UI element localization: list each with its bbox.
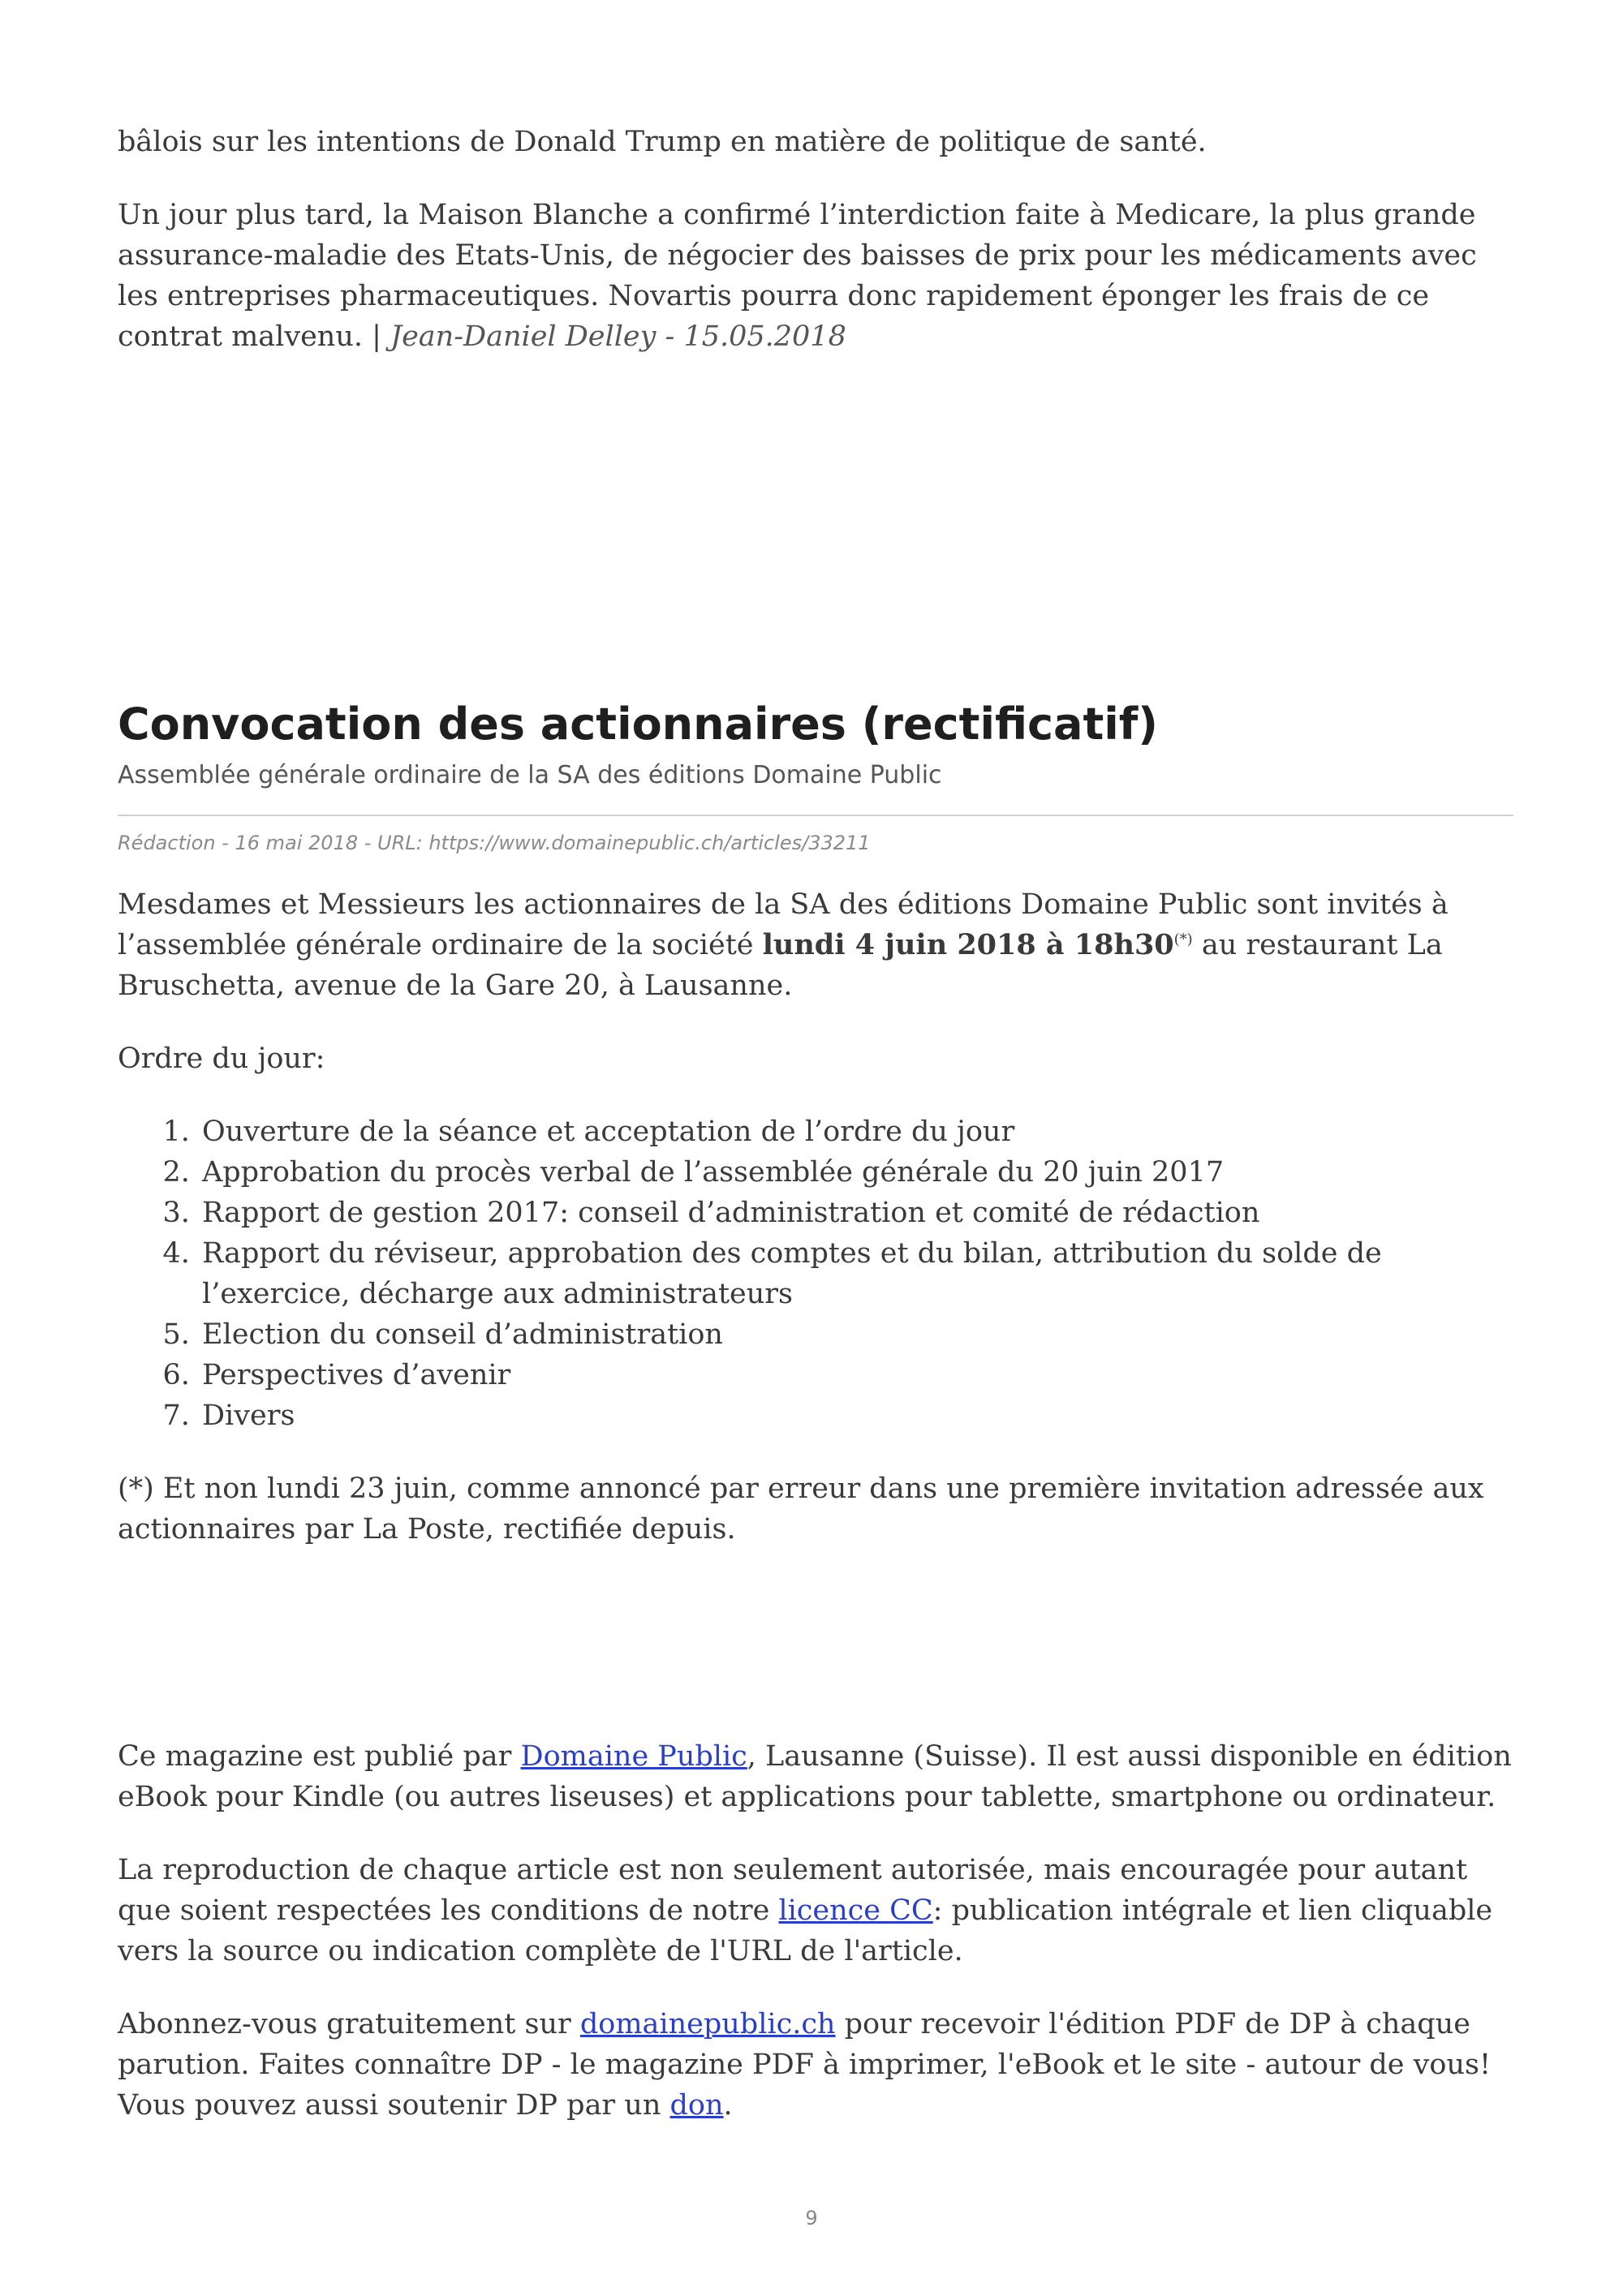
footer-text: , Lausanne (Suisse). Il est aussi disponible en édition eBook pour Kindle (ou autres liseuses) et applications pour tablette, smartphone ou ordinateur. [118, 1740, 1512, 1813]
intro-text: Mesdames et Messieurs les actionnaires de la SA des éditions Domaine Public sont invités à l’assemblée générale ordinaire de la société [118, 888, 1449, 961]
title-divider [118, 815, 1513, 816]
article-intro [118, 884, 1513, 1006]
agenda-list [118, 1111, 1513, 1436]
meeting-date: lundi 4 juin 2018 à 18h30 [762, 928, 1174, 961]
article-meta: Rédaction - 16 mai 2018 - URL: https://www.domainepublic.ch/articles/33211 [118, 832, 871, 854]
intro-location: au restaurant La Bruschetta, avenue de la Gare 20, à Lausanne. [118, 929, 1443, 1002]
previous-article-last-paragraph [118, 195, 1513, 357]
agenda-item: 3. Rapport de gestion 2017: conseil d’administration et comité de rédaction [199, 1193, 1513, 1233]
footer-text: Ce magazine est publié par [118, 1740, 521, 1773]
donation-link[interactable]: don [669, 2089, 724, 2122]
previous-article-author: Jean-Daniel Delley - 15.05.2018 [390, 320, 846, 353]
agenda-item: 5. Election du conseil d’administration [199, 1314, 1513, 1355]
footer-subscribe [118, 2004, 1513, 2126]
article-title: Convocation des actionnaires (rectificatif) [118, 699, 1158, 750]
previous-article-closing: bâlois sur les intentions de Donald Trump en matière de politique de santé. [118, 126, 1207, 158]
footer-license [118, 1850, 1513, 1971]
previous-article-text: Un jour plus tard, la Maison Blanche a confirmé l’interdiction faite à Medicare, la plus grande assurance-maladie des Etats-Unis, de négocier des baisses de prix pour les médicaments avec les entreprises pharmaceutiques. Novartis pourra donc rapidement éponger les frais de ce contrat malvenu. | [118, 199, 1477, 353]
agenda-label: Ordre du jour: [118, 1043, 325, 1075]
licence-cc-link[interactable]: licence CC [778, 1894, 933, 1927]
domainepublic-site-link[interactable]: domainepublic.ch [579, 2008, 836, 2040]
footer-text: : publication intégrale et lien cliquable vers la source ou indication complète de l'URL de l'article. [118, 1894, 1493, 1967]
footer-text: Abonnez-vous gratuitement sur [118, 2008, 580, 2040]
domaine-public-link[interactable]: Domaine Public [520, 1740, 747, 1773]
agenda-item: 2. Approbation du procès verbal de l’assemblée générale du 20 juin 2017 [199, 1152, 1513, 1193]
footer-text: pour recevoir l'édition PDF de DP à chaque parution. Faites connaître DP - le magazine PDF à imprimer, l'eBook et le site - autour de vous! Vous pouvez aussi soutenir DP par un [118, 2008, 1492, 2122]
footer-text: . [723, 2089, 733, 2122]
page-number: 9 [805, 2207, 818, 2229]
agenda-item: 7. Divers [199, 1395, 1513, 1436]
magazine-footer [118, 1736, 1513, 2126]
agenda-item: 1. Ouverture de la séance et acceptation de l’ordre du jour [199, 1111, 1513, 1152]
page-content [118, 122, 1513, 2158]
footer-publisher [118, 1736, 1513, 1817]
footnote-marker: (*) [1173, 931, 1193, 948]
footer-text: La reproduction de chaque article est non seulement autorisée, mais encouragée pour autant que soient respectées les conditions de notre [118, 1854, 1468, 1927]
article-footnote: (*) Et non lundi 23 juin, comme annoncé par erreur dans une première invitation adressée aux actionnaires par La Poste, rectifiée depuis. [118, 1473, 1484, 1546]
agenda-item: 4. Rapport du réviseur, approbation des comptes et du bilan, attribution du solde de l’exercice, décharge aux administrateurs [199, 1233, 1513, 1314]
agenda-item: 6. Perspectives d’avenir [199, 1355, 1513, 1395]
article-subtitle: Assemblée générale ordinaire de la SA des éditions Domaine Public [118, 761, 942, 789]
